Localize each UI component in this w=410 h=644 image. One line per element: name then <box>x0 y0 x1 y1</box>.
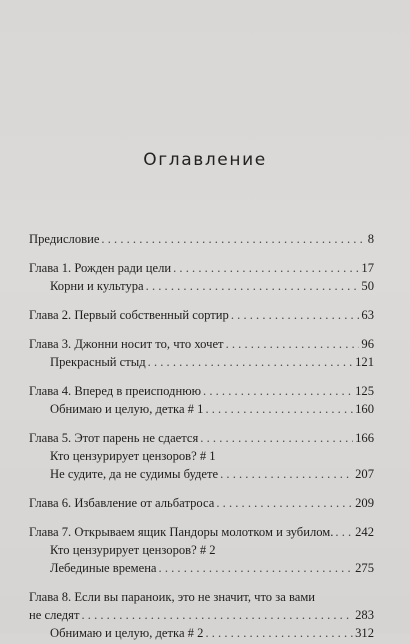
toc-leader-dots <box>200 431 353 446</box>
toc-page-number: 125 <box>355 384 374 398</box>
toc-gap <box>29 485 374 496</box>
toc-entry-title: Глава 1. Рожден ради цели <box>29 261 172 275</box>
toc-entry-title: Глава 6. Избавление от альбатроса <box>29 496 215 510</box>
toc-entry <box>29 384 374 402</box>
toc-page-number: 63 <box>361 308 374 322</box>
toc-entry-title: Обнимаю и целую, детка # 2 <box>50 626 204 640</box>
toc-entry-title: Кто цензурирует цензоров? # 1 <box>50 449 216 463</box>
toc-subentry <box>29 449 374 467</box>
toc-gap <box>29 579 374 590</box>
toc-leader-dots <box>220 467 353 482</box>
toc-leader-dots <box>216 496 353 511</box>
toc-leader-dots <box>146 279 360 294</box>
toc-gap <box>29 326 374 337</box>
toc-leader-dots <box>205 402 353 417</box>
page-title: Оглавление <box>143 150 267 170</box>
toc-leader-dots <box>159 561 354 576</box>
toc-leader-dots <box>226 337 360 352</box>
toc-entry <box>29 232 374 250</box>
toc-gap <box>29 420 374 431</box>
toc-entry <box>29 525 374 543</box>
toc-entry-title: Лебединые времена <box>50 561 157 575</box>
table-of-contents <box>29 232 374 644</box>
toc-entry-title: Глава 7. Открываем ящик Пандоры молотком и зубилом. <box>29 525 334 539</box>
toc-entry-title: Глава 3. Джонни носит то, что хочет <box>29 337 224 351</box>
toc-entry-title: Глава 2. Первый собственный сортир <box>29 308 229 322</box>
toc-entry-title: Глава 5. Этот парень не сдается <box>29 431 199 445</box>
toc-leader-dots <box>81 608 353 623</box>
toc-subentry <box>29 355 374 373</box>
toc-entry-title: Глава 4. Вперед в преисподнюю <box>29 384 202 398</box>
toc-leader-dots <box>173 261 359 276</box>
toc-entry-title: не следят <box>29 608 80 622</box>
toc-entry-title: Обнимаю и целую, детка # 1 <box>50 402 204 416</box>
toc-page-number: 17 <box>361 261 374 275</box>
toc-subentry <box>29 561 374 579</box>
toc-subentry <box>29 279 374 297</box>
toc-leader-dots <box>101 232 365 247</box>
toc-entry <box>29 608 374 626</box>
toc-page-number: 275 <box>355 561 374 575</box>
toc-page-number: 96 <box>361 337 374 351</box>
toc-page-number: 121 <box>355 355 374 369</box>
toc-page-number: 160 <box>355 402 374 416</box>
toc-page-number: 242 <box>355 525 374 539</box>
toc-leader-dots <box>203 384 353 399</box>
toc-entry-title: Не судите, да не судимы будете <box>50 467 219 481</box>
toc-entry <box>29 308 374 326</box>
toc-entry-title: Корни и культура <box>50 279 144 293</box>
toc-gap <box>29 514 374 525</box>
toc-entry <box>29 496 374 514</box>
toc-entry <box>29 590 374 608</box>
toc-leader-dots <box>148 355 353 370</box>
toc-entry-title: Кто цензурирует цензоров? # 2 <box>50 543 216 557</box>
toc-page-number: 8 <box>367 232 374 246</box>
toc-entry-title: Глава 8. Если вы параноик, это не значит, что за вами <box>29 590 316 604</box>
toc-subentry <box>29 626 374 644</box>
toc-page-number: 312 <box>355 626 374 640</box>
toc-page-number: 283 <box>355 608 374 622</box>
toc-entry-title: Предисловие <box>29 232 100 246</box>
toc-subentry <box>29 402 374 420</box>
toc-page-number: 166 <box>355 431 374 445</box>
toc-entry <box>29 261 374 279</box>
toc-leader-dots <box>231 308 360 323</box>
toc-gap <box>29 373 374 384</box>
toc-gap <box>29 297 374 308</box>
toc-page-number: 209 <box>355 496 374 510</box>
toc-entry <box>29 337 374 355</box>
toc-leader-dots <box>335 525 353 540</box>
toc-page-number: 207 <box>355 467 374 481</box>
toc-gap <box>29 250 374 261</box>
toc-subentry <box>29 467 374 485</box>
toc-entry-title: Прекрасный стыд <box>50 355 146 369</box>
toc-page-number: 50 <box>361 279 374 293</box>
toc-entry <box>29 431 374 449</box>
toc-subentry <box>29 543 374 561</box>
